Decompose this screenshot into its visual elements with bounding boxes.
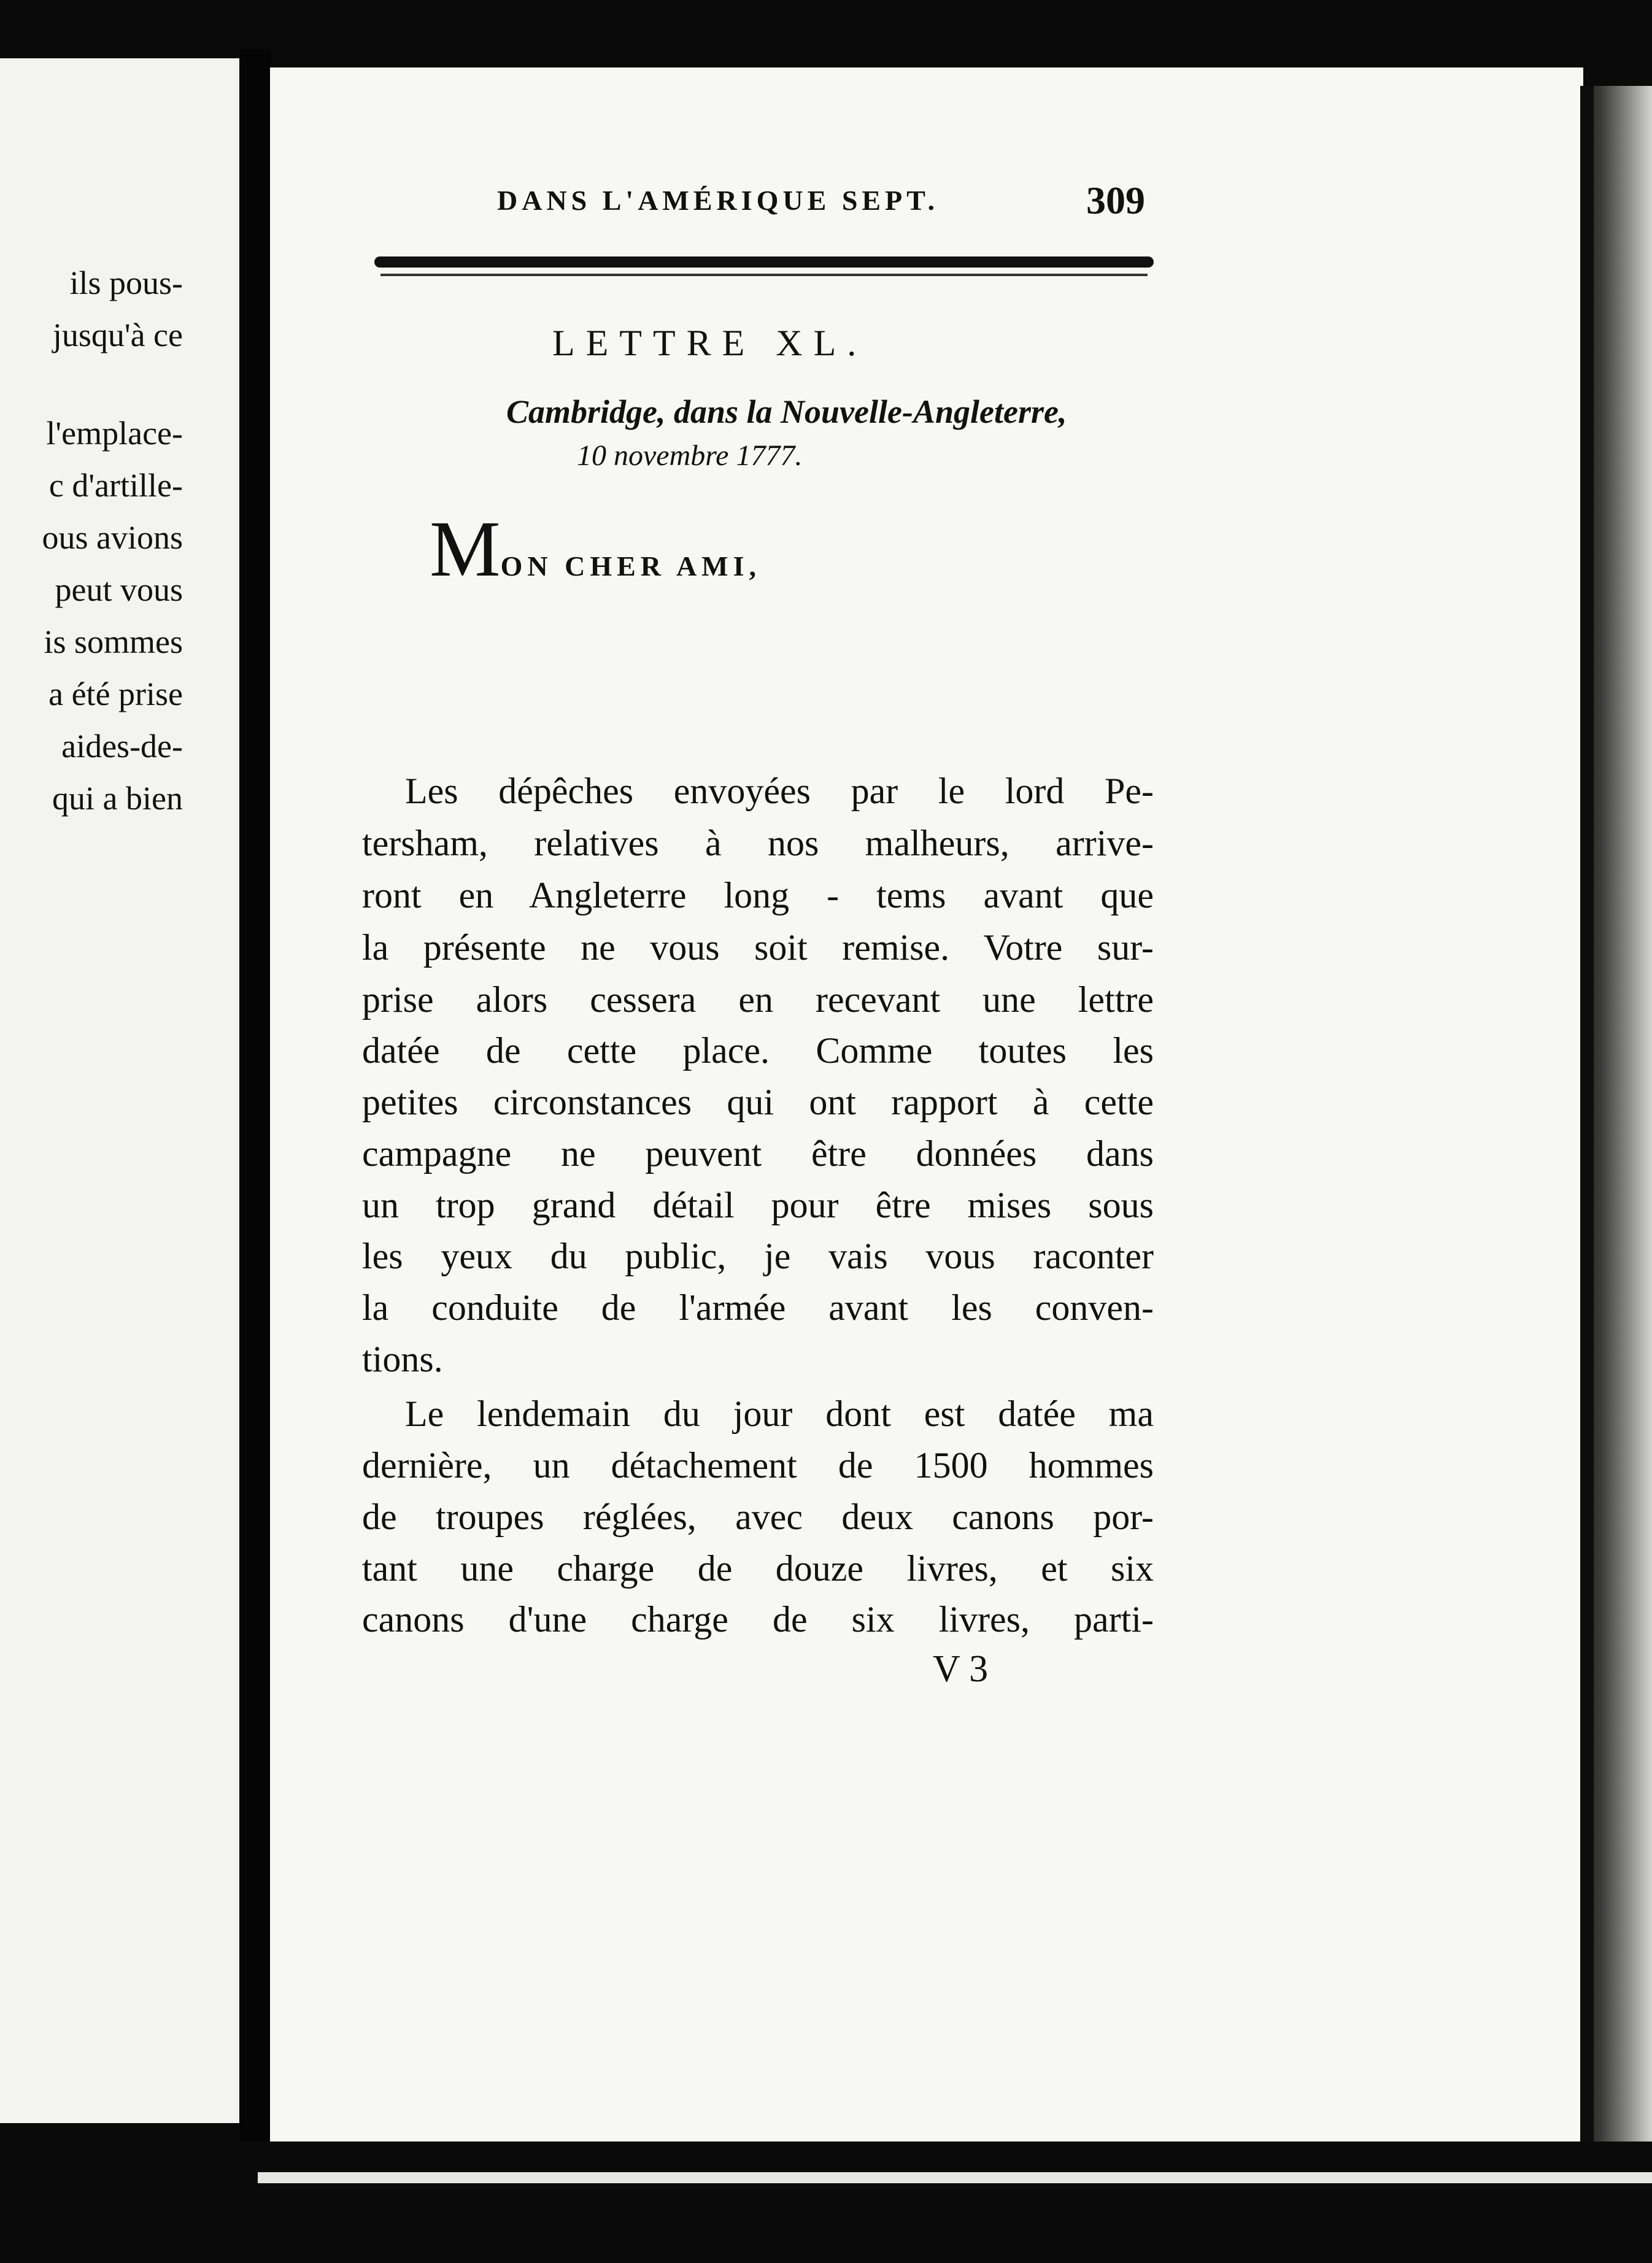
left-line: aides-de- (61, 728, 183, 765)
body-line: canons d'une charge de six livres, parti- (362, 1599, 1154, 1640)
bottom-page-strip (258, 2172, 1652, 2183)
page-number: 309 (1086, 179, 1145, 222)
body-line: tions. (362, 1339, 443, 1379)
bottom-background (0, 2142, 1652, 2263)
body-line: Les dépêches envoyées par le lord Pe- (405, 771, 1154, 811)
body-line: Le lendemain du jour dont est datée ma (405, 1394, 1154, 1434)
left-line: ous avions (42, 519, 183, 556)
body-line: petites circonstances qui ont rapport à cette (362, 1082, 1154, 1122)
salutation-initial: M (430, 505, 501, 593)
page-edge-shadow (1580, 86, 1652, 2166)
left-page (0, 58, 239, 2123)
left-line: c d'artille- (48, 467, 183, 504)
body-line: datée de cette place. Comme toutes les (362, 1030, 1154, 1071)
body-line: de troupes réglées, avec deux canons por- (362, 1497, 1154, 1537)
signature-mark: V 3 (933, 1648, 989, 1690)
left-line: qui a bien (52, 780, 183, 817)
body-line: tant une charge de douze livres, et six (362, 1548, 1154, 1589)
running-head: DANS L'AMÉRIQUE SEPT. (497, 185, 939, 216)
body-line: les yeux du public, je vais vous raconter (362, 1236, 1154, 1276)
left-line: jusqu'à ce (52, 317, 183, 353)
left-line: ils pous- (69, 264, 183, 301)
body-line: ront en Angleterre long - tems avant que (362, 875, 1154, 916)
body-line: la présente ne vous soit remise. Votre sur- (362, 927, 1154, 968)
left-line: peut vous (55, 571, 183, 608)
letter-title: LETTRE XL. (552, 323, 868, 363)
body-line: campagne ne peuvent être données dans (362, 1133, 1154, 1174)
left-line: l'emplace- (46, 415, 183, 452)
header-rule-thin (380, 274, 1148, 276)
letter-place: Cambridge, dans la Nouvelle-Angleterre, (506, 393, 1067, 430)
body-line: tersham, relatives à nos malheurs, arrive- (362, 823, 1154, 863)
salutation (430, 505, 761, 593)
body-line: la conduite de l'armée avant les conven- (362, 1287, 1154, 1328)
left-line: is sommes (44, 623, 183, 660)
letter-date: 10 novembre 1777. (577, 439, 803, 472)
body-line: un trop grand détail pour être mises sous (362, 1185, 1154, 1225)
book-gutter (239, 49, 271, 2142)
body-line: prise alors cessera en recevant une lettre (362, 979, 1154, 1020)
header-rule (374, 256, 1154, 268)
body-line: dernière, un détachement de 1500 hommes (362, 1445, 1154, 1486)
left-line: a été prise (48, 676, 183, 712)
salutation-rest: ON CHER AMI, (500, 550, 761, 582)
